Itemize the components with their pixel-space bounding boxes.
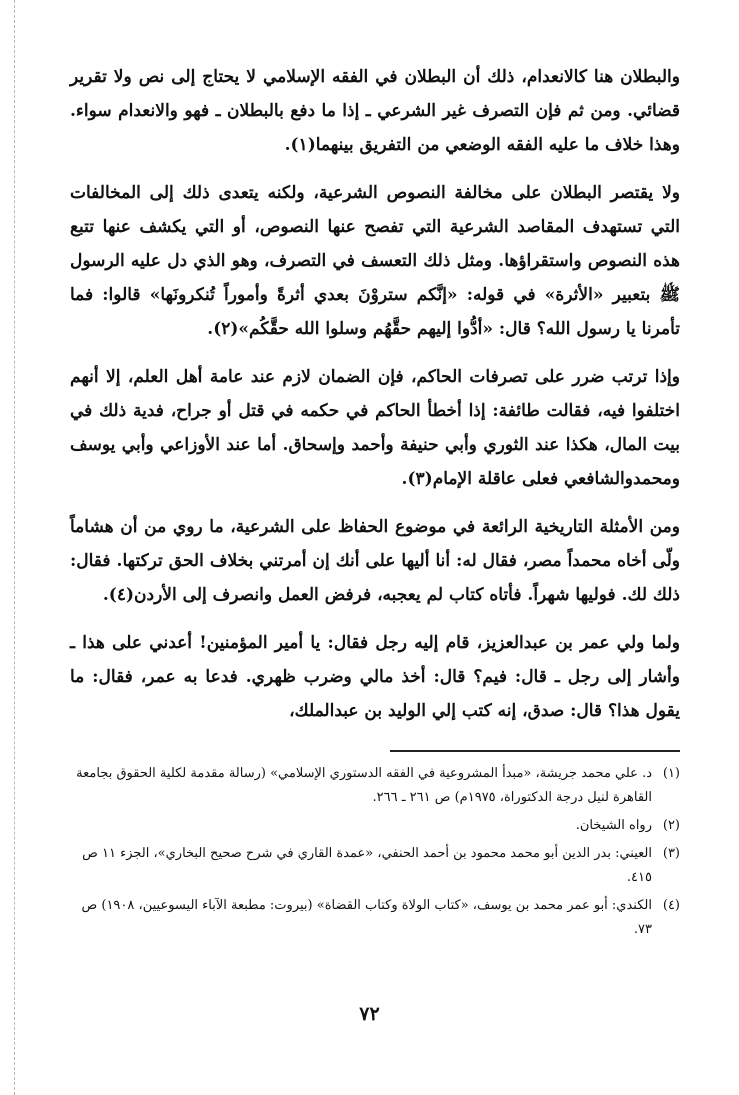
paragraph-5: ولما ولي عمر بن عبدالعزيز، قام إليه رجل فقال: يا أمير المؤمنين! أعدني على هذا ـ وأشار إلى رجل ـ قال: فيم؟ قال: أخذ مالي وضرب ظهري. فدعا به عمر، فقال: ما يقول هذا؟ قال: صدق، إنه كتب إلي الوليد بن عبدالملك، [70,633,680,721]
paragraph-4: ومن الأمثلة التاريخية الرائعة في موضوع الحفاظ على الشرعية، ما روي من أن هشاماً ولّى أخاه محمداً مصر، فقال له: أنا أليها على أنك إن أمرتني بخلاف الحق تركتها. فقال: ذلك لك. فوليها شهراً. فأتاه كتاب لم يعجبه، فرفض العمل وانصرف إلى الأردن(٤). [70,517,680,605]
footnote-separator [390,750,680,752]
footnote-text: الكندي: أبو عمر محمد بن يوسف، «كتاب الولاة وكتاب القضاة» (بيروت: مطبعة الآباء اليسوعيين، ١٩٠٨) ص ٧٣. [81,898,652,937]
footnote-number: (٤) [662,898,680,913]
paragraph-1: والبطلان هنا كالانعدام، ذلك أن البطلان في الفقه الإسلامي لا يحتاج إلى نص ولا تقرير قضائي. ومن ثم فإن التصرف غير الشرعي ـ إذا ما دفع بالبطلان ـ فهو والانعدام سواء. وهذا خلاف ما عليه الفقه الوضعي من التفريق بينهما(١). [70,67,680,155]
footnote-number: (٢) [662,818,680,833]
footnote-3 [70,842,680,890]
footnote-number: (٣) [662,846,680,861]
footnote-2 [70,814,680,838]
footnote-text: رواه الشيخان. [575,818,652,833]
footnote-4 [70,894,680,942]
paragraph-2: ولا يقتصر البطلان على مخالفة النصوص الشرعية، ولكنه يتعدى ذلك إلى المخالفات التي تستهدف المقاصد الشرعية التي تفصح عنها النصوص، أو التي يكشف عنها تتبع هذه النصوص واستقراؤها. ومثل ذلك التعسف في التصرف، وهو الذي دل عليه الرسول ﷺ بتعبير «الأثرة» في قوله: «إنَّكم ستروْنَ بعدي أثرةً وأموراً تُنكرونَها» قالوا: فما تأمرنا يا رسول الله؟ قال: «أدُّوا إليهم حقَّهُم وسلوا الله حقَّكُم»(٢). [70,183,680,339]
footnote-number: (١) [662,766,680,781]
left-margin-dotted-line [14,0,15,1095]
footnote-text: العيني: بدر الدين أبو محمد محمود بن أحمد الحنفي، «عمدة القاري في شرح صحيح البخاري»، الجزء ١١ ص ٤١٥. [82,846,652,885]
paragraph-3: وإذا ترتب ضرر على تصرفات الحاكم، فإن الضمان لازم عند عامة أهل العلم، إلا أنهم اختلفوا فيه، فقالت طائفة: إذا أخطأ الحاكم في حكمه في قتل أو جراح، فدية ذلك في بيت المال، هكذا عند الثوري وأبي حنيفة وأحمد وإسحاق. أما عند الأوزاعي وأبي يوسف ومحمدوالشافعي فعلى عاقلة الإمام(٣). [70,367,680,489]
page-body [70,60,680,946]
page-number: ٧٢ [359,1003,380,1025]
footnote-1 [70,762,680,810]
footnote-text: د. علي محمد جريشة، «مبدأ المشروعية في الفقه الدستوري الإسلامي» (رسالة مقدمة لكلية الحقوق بجامعة القاهرة لنيل درجة الدكتوراة، ١٩٧٥م) ص ٢٦١ ـ ٢٦٦. [76,766,652,805]
